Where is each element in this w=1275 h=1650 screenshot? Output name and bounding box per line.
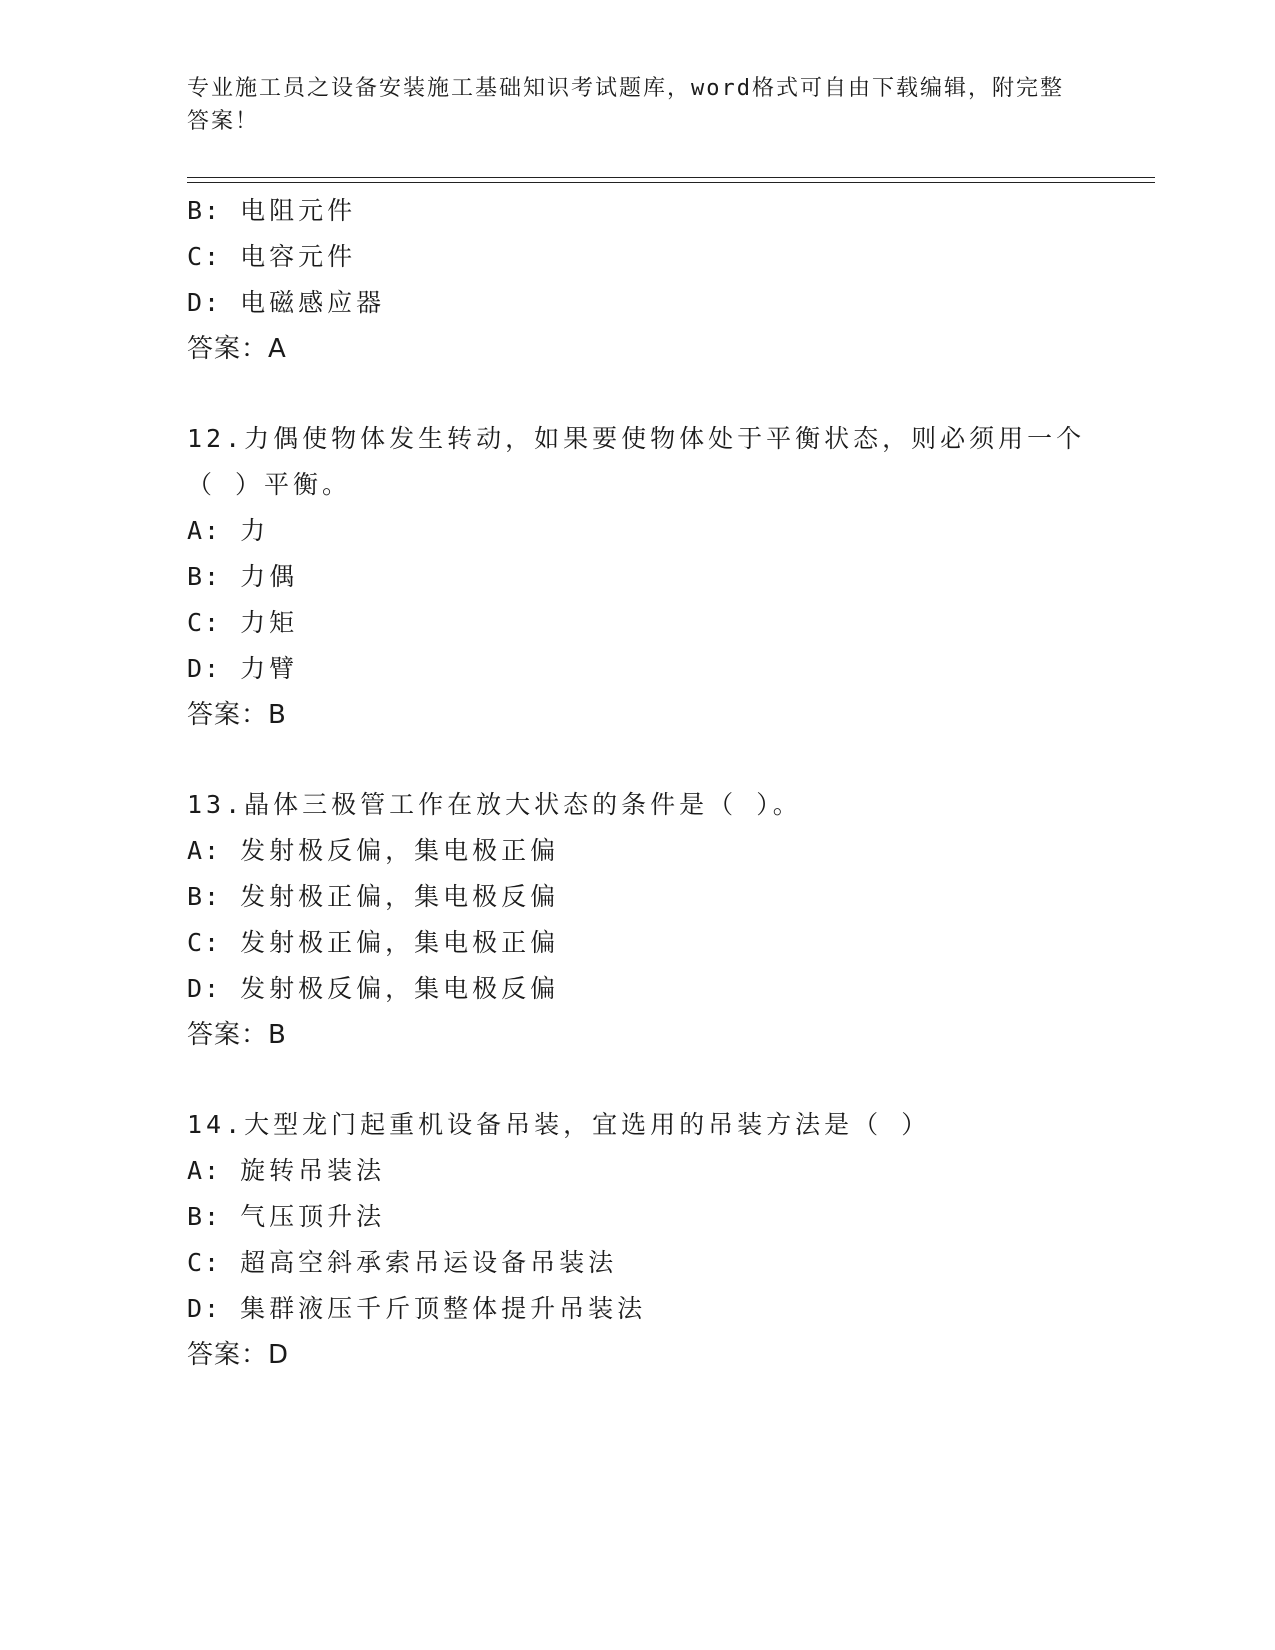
- option-a: [187, 828, 1087, 874]
- option-text: 集群液压千斤顶整体提升吊装法: [240, 1294, 647, 1323]
- question-12: [187, 416, 1087, 738]
- option-text: 发射极反偏，集电极反偏: [240, 974, 560, 1003]
- option-text: 电磁感应器: [240, 288, 386, 317]
- option-d: [187, 280, 1087, 326]
- option-text: 力臂: [240, 654, 299, 683]
- option-label: D:: [187, 654, 222, 683]
- option-label: D:: [187, 288, 222, 317]
- option-text: 发射极正偏，集电极反偏: [240, 882, 560, 911]
- option-label: A:: [187, 516, 222, 545]
- option-label: C:: [187, 1248, 222, 1277]
- option-label: B:: [187, 196, 222, 225]
- option-label: B:: [187, 1202, 222, 1231]
- option-label: B:: [187, 882, 222, 911]
- option-b: [187, 874, 1087, 920]
- option-d: [187, 646, 1087, 692]
- option-label: B:: [187, 562, 222, 591]
- option-text: 气压顶升法: [240, 1202, 386, 1231]
- option-c: [187, 600, 1087, 646]
- option-a: [187, 1148, 1087, 1194]
- option-b: [187, 188, 1087, 234]
- option-text: 力矩: [240, 608, 299, 637]
- question-14: [187, 1102, 1087, 1378]
- question-stem-continued: （ ）平衡。: [187, 470, 352, 499]
- option-label: D:: [187, 974, 222, 1003]
- option-text: 力偶: [240, 562, 299, 591]
- option-text: 超高空斜承索吊运设备吊装法: [240, 1248, 618, 1277]
- option-c: [187, 234, 1087, 280]
- option-b: [187, 554, 1087, 600]
- question-stem: 13.晶体三极管工作在放大状态的条件是（ ）。: [187, 790, 802, 819]
- option-label: D:: [187, 1294, 222, 1323]
- option-label: C:: [187, 928, 222, 957]
- question-list: [187, 188, 1087, 1378]
- question-stem: 14.大型龙门起重机设备吊装，宜选用的吊装方法是（ ）: [187, 1110, 931, 1139]
- answer-line: 答案：B: [187, 1020, 287, 1050]
- option-text: 电阻元件: [240, 196, 357, 225]
- document-header-title: 专业施工员之设备安装施工基础知识考试题库，word格式可自由下载编辑，附完整答案！: [187, 76, 1064, 134]
- answer-line: 答案：D: [187, 1340, 290, 1370]
- option-c: [187, 920, 1087, 966]
- option-c: [187, 1240, 1087, 1286]
- option-text: 发射极正偏，集电极正偏: [240, 928, 560, 957]
- option-text: 发射极反偏，集电极正偏: [240, 836, 560, 865]
- option-label: C:: [187, 608, 222, 637]
- question-13: [187, 782, 1087, 1058]
- option-label: C:: [187, 242, 222, 271]
- option-a: [187, 508, 1087, 554]
- option-label: A:: [187, 1156, 222, 1185]
- question-11-continued: [187, 188, 1087, 372]
- option-text: 电容元件: [240, 242, 357, 271]
- header-divider-top: [187, 177, 1155, 178]
- option-label: A:: [187, 836, 222, 865]
- option-d: [187, 966, 1087, 1012]
- option-b: [187, 1194, 1087, 1240]
- option-text: 力: [240, 516, 270, 545]
- question-stem: 12.力偶使物体发生转动，如果要使物体处于平衡状态，则必须用一个: [187, 424, 1086, 453]
- header-divider-bottom: [187, 182, 1155, 183]
- option-d: [187, 1286, 1087, 1332]
- answer-line: 答案：B: [187, 700, 287, 730]
- option-text: 旋转吊装法: [240, 1156, 386, 1185]
- answer-line: 答案：A: [187, 334, 287, 364]
